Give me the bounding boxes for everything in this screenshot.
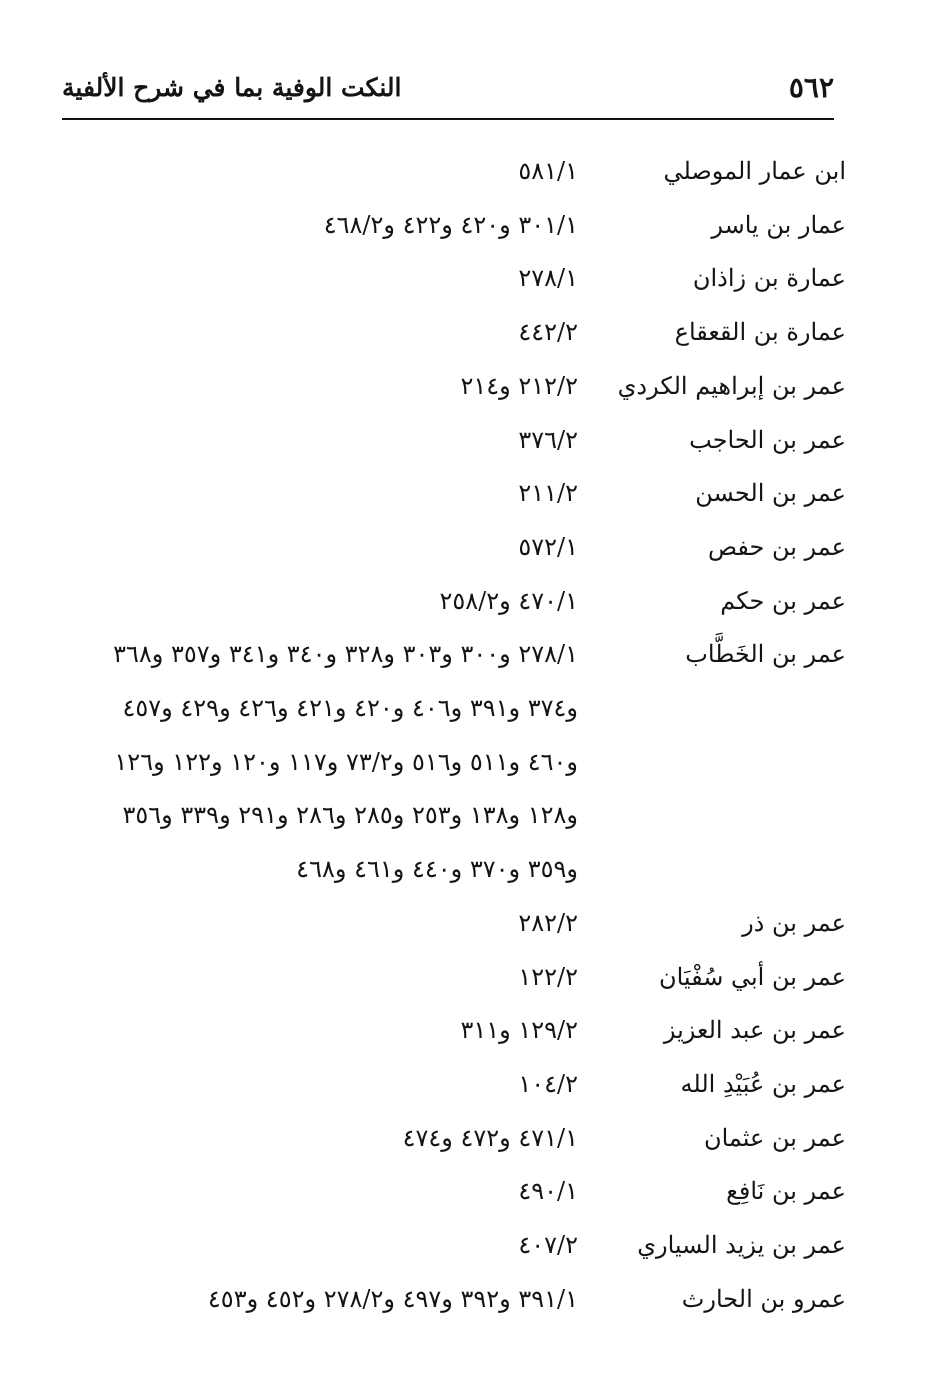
index-entry [62, 1112, 846, 1166]
index-entry [62, 1273, 846, 1327]
reference-line: ٥٧٢/١ [518, 532, 578, 561]
entry-references [62, 1219, 602, 1273]
index-entry [62, 1058, 846, 1112]
entry-name: عمارة بن زاذان [692, 264, 846, 293]
index-entry [62, 199, 846, 253]
entry-references [62, 575, 602, 629]
entry-name: عمارة بن القعقاع [674, 318, 846, 347]
entry-references [62, 628, 602, 897]
reference-line: ٣٧٦/٢ [518, 425, 578, 454]
entry-references [62, 199, 602, 253]
reference-line: ٢١٢/٢ و٢١٤ [460, 371, 578, 400]
book-title: النكت الوفية بما في شرح الألفية [62, 73, 402, 102]
reference-line: ٤٧١/١ و٤٧٢ و٤٧٤ [402, 1123, 578, 1152]
entry-name: عمر بن الخَطَّاب [685, 640, 846, 669]
reference-line: ٤٠٧/٢ [518, 1231, 578, 1260]
index-entry [62, 360, 846, 414]
index-entry [62, 252, 846, 306]
reference-line: ٢١١/٢ [518, 479, 578, 508]
reference-line: ٤٤٢/٢ [518, 318, 578, 347]
reference-line: ٢٧٨/١ و٣٠٠ و٣٠٣ و٣٢٨ و٣٤٠ و٣٤١ و٣٥٧ و٣٦٨ [113, 640, 578, 669]
page-number: ٥٦٢ [788, 71, 834, 104]
index-entry [62, 145, 846, 199]
reference-line: ٥٨١/١ [518, 157, 578, 185]
reference-line: و٣٧٤ و٣٩١ و٤٠٦ و٤٢٠ و٤٢١ و٤٢٦ و٤٢٩ و٤٥٧ [122, 694, 578, 723]
entry-name: عمر بن يزيد السياري [637, 1231, 846, 1260]
header-rule [62, 118, 834, 120]
reference-line: و١٢٨ و١٣٨ و٢٥٣ و٢٨٥ و٢٨٦ و٢٩١ و٣٣٩ و٣٥٦ [122, 801, 578, 830]
reference-line: ٢٨٢/٢ [518, 908, 578, 937]
entry-references [62, 1112, 602, 1166]
reference-line: و٣٥٩ و٣٧٠ و٤٤٠ و٤٦١ و٤٦٨ [296, 855, 578, 884]
entry-name: عمر بن الحسن [695, 479, 846, 508]
entry-name: عمار بن ياسر [711, 210, 846, 239]
entry-name: عمر بن الحاجب [689, 425, 846, 454]
entry-name: عمر بن حفص [707, 532, 846, 561]
index-entry [62, 1219, 846, 1273]
reference-line: ٣٠١/١ و٤٢٠ و٤٢٢ و٤٦٨/٢ [323, 210, 578, 239]
entry-references [62, 414, 602, 468]
index-entry [62, 951, 846, 1005]
index-entry [62, 414, 846, 468]
reference-line: ١٢٢/٢ [518, 962, 578, 991]
entry-name: عمر بن إبراهيم الكردي [617, 371, 846, 400]
entry-name: عمر بن عبد العزيز [663, 1016, 846, 1045]
entry-references [62, 951, 602, 1005]
index-entries [62, 145, 846, 1326]
index-entry [62, 306, 846, 360]
entry-references [62, 252, 602, 306]
index-entry [62, 521, 846, 575]
entry-references [62, 1004, 602, 1058]
reference-line: ١٠٤/٢ [518, 1069, 578, 1098]
entry-name: عمر بن عثمان [703, 1123, 846, 1152]
entry-references [62, 360, 602, 414]
reference-line: ٣٩١/١ و٣٩٢ و٤٩٧ و٢٧٨/٢ و٤٥٢ و٤٥٣ [207, 1284, 578, 1313]
entry-references [62, 145, 602, 199]
entry-references [62, 521, 602, 575]
entry-name: عمر بن أبي سُفْيَان [658, 962, 846, 991]
index-entry [62, 1004, 846, 1058]
reference-line: ٤٧٠/١ و٢٥٨/٢ [439, 586, 578, 615]
reference-line: و٤٦٠ و٥١١ و٥١٦ و٧٣/٢ و١١٧ و١٢٠ و١٢٢ و١٢٦ [114, 747, 578, 776]
entry-name: عمر بن حكم [720, 586, 846, 615]
index-entry [62, 575, 846, 629]
index-entry [62, 467, 846, 521]
index-entry [62, 1165, 846, 1219]
entry-name: عمر بن نَافِع [726, 1177, 846, 1206]
entry-references [62, 306, 602, 360]
entry-references [62, 897, 602, 951]
reference-line: ٢٧٨/١ [518, 264, 578, 293]
entry-references [62, 1165, 602, 1219]
entry-references [62, 467, 602, 521]
entry-references [62, 1058, 602, 1112]
reference-line: ١٢٩/٢ و٣١١ [460, 1016, 578, 1045]
entry-name: ابن عمار الموصلي [663, 157, 846, 185]
entry-name: عمر بن ذر [742, 908, 846, 937]
index-entry [62, 897, 846, 951]
entry-name: عمر بن عُبَيْدِ الله [680, 1069, 846, 1098]
entry-name: عمرو بن الحارث [681, 1284, 846, 1313]
reference-line: ٤٩٠/١ [518, 1177, 578, 1206]
entry-references [62, 1273, 602, 1327]
index-entry [62, 628, 846, 897]
running-header [62, 68, 834, 116]
